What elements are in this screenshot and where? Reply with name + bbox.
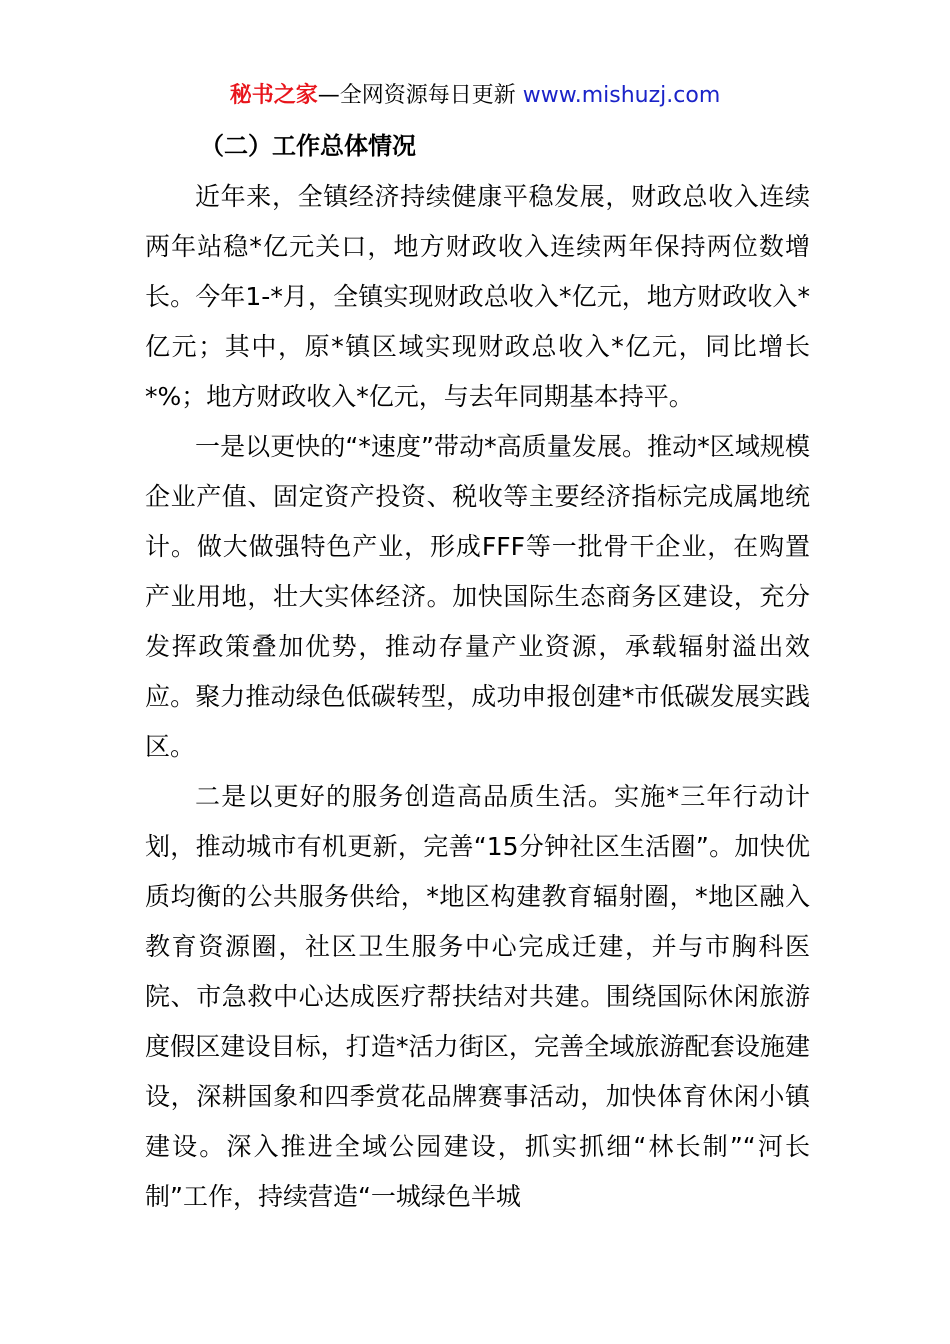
brand-name: 秘书之家 [229,83,318,108]
paragraph-overview: 近年来，全镇经济持续健康平稳发展，财政总收入连续两年站稳*亿元关口，地方财政收入连续两年保持两位数增长。今年1-*月，全镇实现财政总收入*亿元，地方财政收入*亿元；其中，原*镇区域实现财政总收入*亿元，同比增长*%；地方财政收入*亿元，与去年同期基本持平。 [145,182,810,411]
paragraph-point-one: 一是以更快的“*速度”带动*高质量发展。推动*区域规模企业产值、固定资产投资、税收等主要经济指标完成属地统计。做大做强特色产业，形成FFF等一批骨干企业，在购置产业用地，壮大实体经济。加快国际生态商务区建设，充分发挥政策叠加优势，推动存量产业资源，承载辐射溢出效应。聚力推动绿色低碳转型，成功申报创建*市低碳发展实践区。 [145,432,810,761]
site-header [0,80,950,112]
header-tagline: —全网资源每日更新 [317,83,523,108]
body-text [145,172,810,1222]
section-title: （二）工作总体情况 [200,132,416,160]
website-link[interactable]: www.mishuzj.com [522,83,721,108]
paragraph-point-two: 二是以更好的服务创造高品质生活。实施*三年行动计划，推动城市有机更新，完善“15分钟社区生活圈”。加快优质均衡的公共服务供给，*地区构建教育辐射圈，*地区融入教育资源圈，社区卫生服务中心完成迁建，并与市胸科医院、市急救中心达成医疗帮扶结对共建。围绕国际休闲旅游度假区建设目标，打造*活力街区，完善全域旅游配套设施建设，深耕国象和四季赏花品牌赛事活动，加快体育休闲小镇建设。深入推进全域公园建设，抓实抓细“林长制”“河长制”工作，持续营造“一城绿色半城 [145,782,810,1211]
